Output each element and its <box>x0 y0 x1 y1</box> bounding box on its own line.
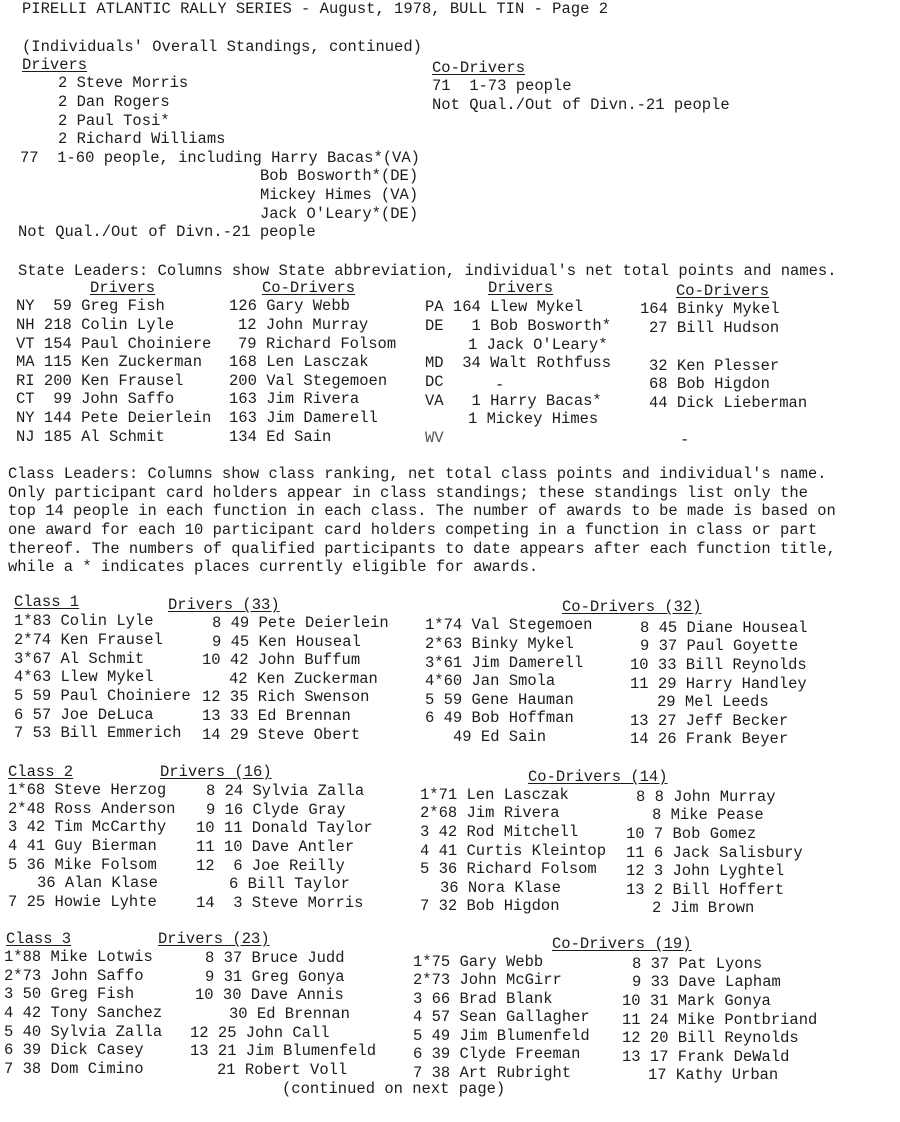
class-3-driver-right: 21 Robert Voll <box>217 1061 348 1079</box>
class-2-driver-left: 36 Alan Klase <box>37 874 158 892</box>
class-3-codriver-right: 11 24 Mike Pontbriand <box>622 1011 818 1029</box>
state-driver-row: NY 144 Pete Deierlein <box>16 409 212 427</box>
class-2-driver-right: 10 11 Donald Taylor <box>196 819 373 837</box>
state-header-codrivers: Co-Drivers <box>262 279 356 297</box>
class-1-codriver-left: 2*63 Binky Mykel <box>425 635 574 653</box>
state-driver-row: RI 200 Ken Frausel <box>16 372 184 390</box>
class-2-driver-left: 1*68 Steve Herzog <box>8 781 167 799</box>
class-1-codriver-right: 8 45 Diane Houseal <box>640 619 808 637</box>
state-codriver2-row: - <box>680 431 690 449</box>
state-driver-row: NY 59 Greg Fish <box>16 297 165 315</box>
class-1-codriver-right: 9 37 Paul Goyette <box>640 637 799 655</box>
class-intro-line: top 14 people in each function in each class. The number of awards to be made is based on <box>8 502 836 520</box>
state-driver2-row: DC <box>425 373 444 391</box>
class-2-driver-left: 5 36 Mike Folsom <box>8 856 157 874</box>
class-1-codriver-right: 11 29 Harry Handley <box>630 675 807 693</box>
class-2-codriver-right: 2 Jim Brown <box>652 899 755 917</box>
class-2-drivers-title: Drivers (16) <box>160 763 272 781</box>
class-3-codriver-left: 1*75 Gary Webb <box>413 953 544 971</box>
class-3-driver-left: 7 38 Dom Cimino <box>4 1060 144 1078</box>
class-1-codriver-right: 29 Mel Leeds <box>657 693 769 711</box>
class-2-codriver-right: 13 2 Bill Hoffert <box>626 881 785 899</box>
class-3-codriver-right: 10 31 Mark Gonya <box>622 992 771 1010</box>
class-2-driver-right: 14 3 Steve Morris <box>196 894 364 912</box>
class-3-driver-left: 4 42 Tony Sanchez <box>4 1004 163 1022</box>
class-2-driver-right: 8 24 Sylvia Zalla <box>206 782 365 800</box>
class-2-driver-left: 4 41 Guy Bierman <box>8 837 157 855</box>
state-driver2-row: 1 Mickey Himes <box>468 410 599 428</box>
class-1-codrivers-title: Co-Drivers (32) <box>562 598 702 616</box>
state-codriver-row: 200 Val Stegemoen <box>229 372 388 390</box>
class-2-driver-right: 12 6 Joe Reilly <box>196 857 345 875</box>
state-header-drivers-2: Drivers <box>488 279 554 297</box>
class-intro-line: Only participant card holders appear in class standings; these standings list only the <box>8 484 808 502</box>
class-1-title: Class 1 <box>14 593 80 611</box>
class-1-driver-right: 8 49 Pete Deierlein <box>212 614 389 632</box>
class-1-driver-left: 2*74 Ken Frausel <box>14 631 163 649</box>
class-3-codriver-left: 4 57 Sean Gallagher <box>413 1008 590 1026</box>
class-1-driver-right: 42 Ken Zuckerman <box>229 670 378 688</box>
state-driver-row: MA 115 Ken Zuckerman <box>16 353 203 371</box>
class-2-codriver-left: 1*71 Len Lasczak <box>420 786 569 804</box>
class-2-driver-right: 11 10 Dave Antler <box>196 838 355 856</box>
state-codriver2-row: 164 Binky Mykel <box>640 300 780 318</box>
state-codriver-row: 126 Gary Webb <box>229 297 350 315</box>
class-2-driver-right: 9 16 Clyde Gray <box>206 801 346 819</box>
state-driver-row: VT 154 Paul Choiniere <box>16 335 212 353</box>
state-driver2-row: 1 Jack O'Leary* <box>468 336 608 354</box>
page-header: PIRELLI ATLANTIC RALLY SERIES - August, 1978, BULL TIN - Page 2 <box>22 0 608 18</box>
class-3-codriver-right: 8 37 Pat Lyons <box>632 955 763 973</box>
state-intro: State Leaders: Columns show State abbreviation, individual's net total points and names. <box>18 262 837 280</box>
class-2-codriver-right: 11 6 Jack Salisbury <box>626 844 803 862</box>
class-2-codrivers-title: Co-Drivers (14) <box>528 768 668 786</box>
class-1-driver-right: 10 42 John Buffum <box>202 651 361 669</box>
overall-drivers-label: Drivers <box>22 56 88 74</box>
overall-driver-row: 2 Dan Rogers <box>58 93 170 111</box>
class-2-codriver-right: 10 7 Bob Gomez <box>626 825 757 843</box>
overall-codrivers-label: Co-Drivers <box>432 59 526 77</box>
class-1-driver-left: 4*63 Llew Mykel <box>14 668 154 686</box>
class-3-driver-left: 5 40 Sylvia Zalla <box>4 1023 163 1041</box>
class-2-codriver-right: 8 8 John Murray <box>636 788 776 806</box>
state-codriver2-row: 32 Ken Plesser <box>649 357 780 375</box>
class-2-codriver-left: 5 36 Richard Folsom <box>420 860 597 878</box>
class-intro-line: Class Leaders: Columns show class ranking, net total class points and individual's name. <box>8 465 827 483</box>
class-3-codriver-left: 6 39 Clyde Freeman <box>413 1045 581 1063</box>
class-2-driver-right: 6 Bill Taylor <box>229 875 350 893</box>
class-1-driver-left: 5 59 Paul Choiniere <box>14 687 191 705</box>
class-intro-line: while a * indicates places currently eligible for awards. <box>8 558 539 576</box>
class-2-codriver-right: 12 3 John Lyghtel <box>626 862 785 880</box>
class-1-codriver-left: 5 59 Gene Hauman <box>425 691 574 709</box>
class-3-driver-right: 30 Ed Brennan <box>229 1005 350 1023</box>
class-intro-line: thereof. The numbers of qualified participants to date appears after each function title, <box>8 540 836 558</box>
overall-tie-line: 77 1-60 people, including Harry Bacas*(VA) <box>20 149 420 167</box>
state-header-drivers: Drivers <box>90 279 156 297</box>
class-3-driver-right: 10 30 Dave Annis <box>195 986 344 1004</box>
class-3-driver-right: 13 21 Jim Blumenfeld <box>190 1042 377 1060</box>
overall-codriver-row: 71 1-73 people <box>432 77 572 95</box>
class-3-codriver-left: 3 66 Brad Blank <box>413 990 553 1008</box>
class-2-driver-left: 2*48 Ross Anderson <box>8 800 176 818</box>
class-1-driver-left: 3*67 Al Schmit <box>14 650 145 668</box>
class-1-driver-right: 9 45 Ken Houseal <box>212 633 361 651</box>
class-2-codriver-left: 4 41 Curtis Kleintop <box>420 842 607 860</box>
class-1-driver-left: 6 57 Joe DeLuca <box>14 706 154 724</box>
state-codriver2-row: 27 Bill Hudson <box>649 319 780 337</box>
class-2-codriver-left: 2*68 Jim Rivera <box>420 804 560 822</box>
class-2-driver-left: 7 25 Howie Lyhte <box>8 893 157 911</box>
overall-tie-name: Jack O'Leary*(DE) <box>260 205 419 223</box>
state-codriver-row: 163 Jim Damerell <box>229 409 378 427</box>
overall-driver-row: 2 Paul Tosi* <box>58 112 170 130</box>
page-footer: (continued on next page) <box>282 1080 506 1098</box>
class-2-codriver-right: 8 Mike Pease <box>652 806 764 824</box>
overall-not-qual: Not Qual./Out of Divn.-21 people <box>18 223 316 241</box>
class-3-codriver-left: 2*73 John McGirr <box>413 971 562 989</box>
class-1-codriver-left: 4*60 Jan Smola <box>425 672 556 690</box>
class-1-driver-right: 12 35 Rich Swenson <box>202 688 370 706</box>
state-driver-row: NJ 185 Al Schmit <box>16 428 165 446</box>
state-codriver-row: 12 John Murray <box>238 316 369 334</box>
class-3-codriver-right: 13 17 Frank DeWald <box>622 1048 790 1066</box>
class-3-drivers-title: Drivers (23) <box>158 930 270 948</box>
class-1-codriver-right: 13 27 Jeff Becker <box>630 712 789 730</box>
class-1-codriver-right: 10 33 Bill Reynolds <box>630 656 807 674</box>
class-intro-line: one award for each 10 participant card holders competing in a function in class or part <box>8 521 818 539</box>
overall-driver-row: 2 Steve Morris <box>58 74 189 92</box>
class-1-driver-right: 14 29 Steve Obert <box>202 726 361 744</box>
state-codriver-row: 79 Richard Folsom <box>238 335 397 353</box>
state-codriver-row: 134 Ed Sain <box>229 428 332 446</box>
class-1-codriver-left: 3*61 Jim Damerell <box>425 654 584 672</box>
state-driver2-row: VA 1 Harry Bacas* <box>425 392 602 410</box>
state-driver-row: NH 218 Colin Lyle <box>16 316 175 334</box>
overall-codriver-row: Not Qual./Out of Divn.-21 people <box>432 96 730 114</box>
state-driver2-row: WV <box>425 429 444 447</box>
class-1-codriver-left: 1*74 Val Stegemoen <box>425 616 593 634</box>
state-driver2-row: MD 34 Walt Rothfuss <box>425 354 612 372</box>
state-driver2-row: PA 164 Llew Mykel <box>425 298 584 316</box>
state-driver2-dash: - <box>495 376 505 394</box>
class-2-title: Class 2 <box>8 763 74 781</box>
class-1-driver-left: 1*83 Colin Lyle <box>14 612 154 630</box>
class-3-codrivers-title: Co-Drivers (19) <box>552 935 692 953</box>
class-3-driver-left: 6 39 Dick Casey <box>4 1041 144 1059</box>
class-2-codriver-left: 7 32 Bob Higdon <box>420 897 560 915</box>
class-1-drivers-title: Drivers (33) <box>168 596 280 614</box>
overall-heading: (Individuals' Overall Standings, continued) <box>22 38 422 56</box>
class-1-driver-left: 7 53 Bill Emmerich <box>14 724 182 742</box>
class-3-title: Class 3 <box>6 930 72 948</box>
state-driver2-row: DE 1 Bob Bosworth* <box>425 317 612 335</box>
state-header-codrivers-2: Co-Drivers <box>676 282 770 300</box>
state-codriver2-row: 68 Bob Higdon <box>649 375 770 393</box>
class-3-driver-right: 12 25 John Call <box>190 1024 330 1042</box>
state-codriver-row: 163 Jim Rivera <box>229 390 360 408</box>
class-3-driver-left: 2*73 John Saffo <box>4 967 144 985</box>
class-1-codriver-left: 6 49 Bob Hoffman <box>425 709 574 727</box>
class-2-codriver-left: 3 42 Rod Mitchell <box>420 823 579 841</box>
overall-tie-name: Mickey Himes (VA) <box>260 186 419 204</box>
class-3-driver-right: 9 31 Greg Gonya <box>205 968 345 986</box>
class-1-codriver-right: 14 26 Frank Beyer <box>630 730 789 748</box>
overall-driver-row: 2 Richard Williams <box>58 130 226 148</box>
state-driver-row: CT 99 John Saffo <box>16 390 175 408</box>
class-3-driver-left: 3 50 Greg Fish <box>4 985 135 1003</box>
class-3-codriver-right: 9 33 Dave Lapham <box>632 973 781 991</box>
class-1-driver-right: 13 33 Ed Brennan <box>202 707 351 725</box>
state-codriver-row: 168 Len Lasczak <box>229 353 369 371</box>
class-2-codriver-left: 36 Nora Klase <box>440 879 561 897</box>
class-1-codriver-left: 49 Ed Sain <box>453 728 547 746</box>
state-codriver2-row: 44 Dick Lieberman <box>649 394 808 412</box>
class-3-codriver-right: 12 20 Bill Reynolds <box>622 1029 799 1047</box>
class-3-driver-left: 1*88 Mike Lotwis <box>4 948 153 966</box>
overall-tie-name: Bob Bosworth*(DE) <box>260 167 419 185</box>
class-3-codriver-right: 17 Kathy Urban <box>648 1066 779 1084</box>
class-3-codriver-left: 5 49 Jim Blumenfeld <box>413 1027 590 1045</box>
class-3-driver-right: 8 37 Bruce Judd <box>205 949 345 967</box>
class-3-codriver-left: 7 38 Art Rubright <box>413 1064 572 1082</box>
class-2-driver-left: 3 42 Tim McCarthy <box>8 818 167 836</box>
